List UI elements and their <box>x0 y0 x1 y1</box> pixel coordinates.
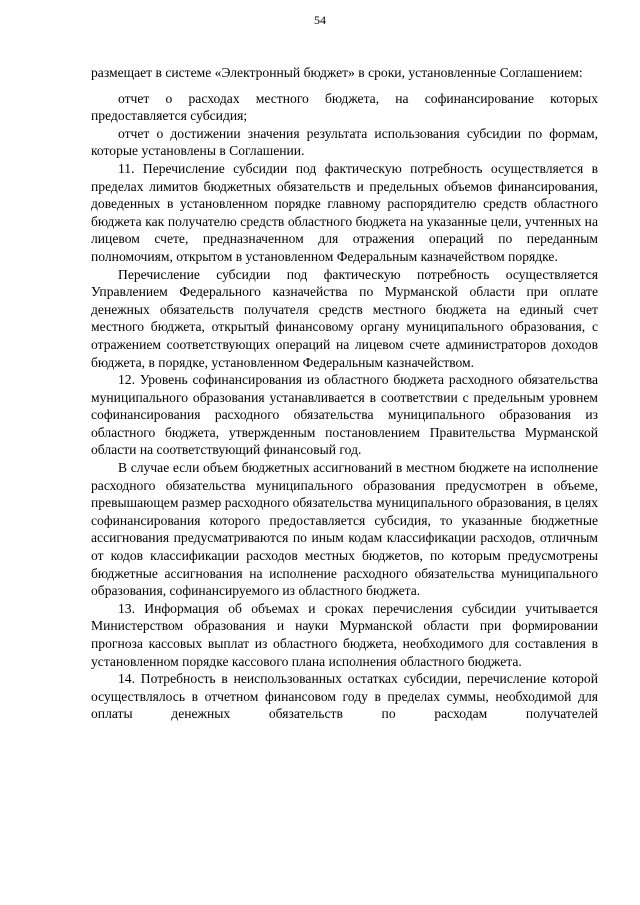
document-body <box>91 64 598 723</box>
paragraph: отчет о достижении значения результата использования субсидии по формам, которые установлены в Соглашении. <box>91 125 598 159</box>
page-number: 54 <box>314 13 326 27</box>
paragraph: 12. Уровень софинансирования из областного бюджета расходного обязательства муниципального образования устанавливается в соответствии с предельным уровнем софинансирования расходного обязательства муниципального образования из областного бюджета, утвержденным постановлением Правительства Мурманской области на соответствующий финансовый год. <box>91 372 598 458</box>
paragraph: 14. Потребность в неиспользованных остатках субсидии, перечисление которой осуществлялось в отчетном финансовом году в пределах суммы, необходимой для оплаты денежных обязательств по расходам получателей <box>91 671 598 722</box>
paragraph: отчет о расходах местного бюджета, на софинансирование которых предоставляется субсидия; <box>91 90 598 124</box>
paragraph: В случае если объем бюджетных ассигнований в местном бюджете на исполнение расходного обязательства муниципального образования предусмотрен в объеме, превышающем размер расходного обязательства муниципального образования, в целях софинансирования которого предоставляется субсидия, то указанные бюджетные ассигнования предусматриваются по иным кодам классификации расходов, отличным от кодов классификации расходов местных бюджетов, по которым предусмотрены бюджетные ассигнования на исполнение расходного обязательства муниципального образования, софинансируемого из областного бюджета. <box>91 460 598 599</box>
paragraph: 13. Информация об объемах и сроках перечисления субсидии учитывается Министерством образования и науки Мурманской области при формировании прогноза кассовых выплат из областного бюджета, необходимого для составления в установленном порядке кассового плана исполнения областного бюджета. <box>91 600 598 669</box>
paragraph: 11. Перечисление субсидии под фактическую потребность осуществляется в пределах лимитов бюджетных обязательств и предельных объемов финансирования, доведенных в установленном порядке главному распорядителю средств областного бюджета как получателю средств областного бюджета на указанные цели, учтенных на лицевом счете, предназначенном для отражения операций по переданным полномочиям, открытом в установленном Федеральным казначейством порядке. <box>91 160 598 264</box>
paragraph: Перечисление субсидии под фактическую потребность осуществляется Управлением Федерального казначейства по Мурманской области при оплате денежных обязательств получателя средств местного бюджета на единый счет местного бюджета, открытый финансовому органу муниципального образования, с отражением соответствующих операций на лицевом счете администраторов доходов бюджета, в порядке, установленном Федеральным казначейством. <box>91 266 598 370</box>
paragraph: размещает в системе «Электронный бюджет» в сроки, установленные Соглашением: <box>91 65 583 80</box>
